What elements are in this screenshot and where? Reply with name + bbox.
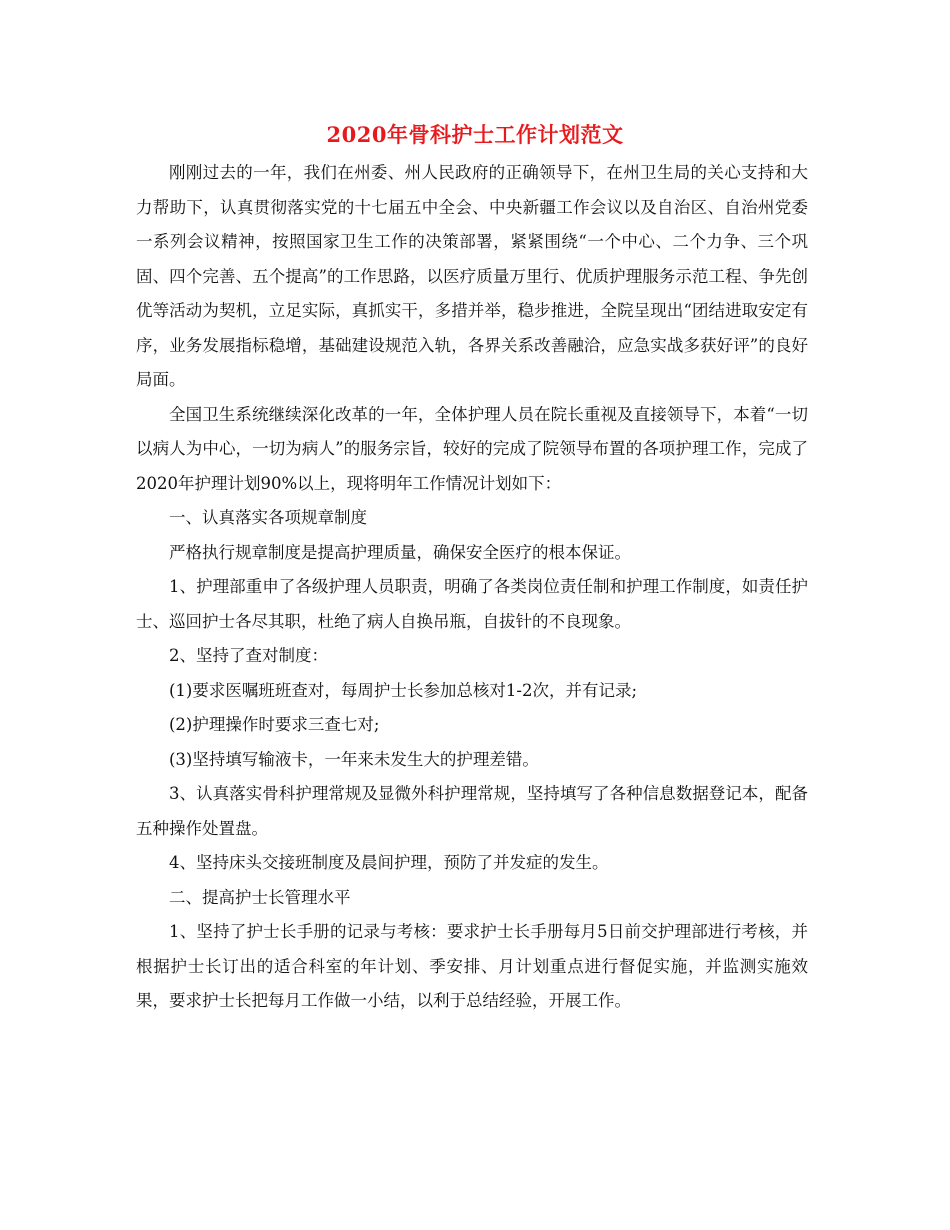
- sub-list-item: (3)坚持填写输液卡，一年来未发生大的护理差错。: [169, 749, 539, 769]
- list-item: 4、坚持床头交接班制度及晨间护理，预防了并发症的发生。: [169, 853, 609, 872]
- sub-list-item: (2)护理操作时要求三查七对;: [169, 715, 380, 734]
- list-item: 3、认真落实骨科护理常规及显微外科护理常规，坚持填写了各种信息数据登记本，配备五种操作处置盘。: [136, 784, 808, 838]
- section-heading-1: 一、认真落实各项规章制度: [169, 508, 367, 527]
- document-title: 2020年骨科护士工作计划范文: [326, 122, 624, 147]
- list-item: 1、坚持了护士长手册的记录与考核：要求护士长手册每月5日前交护理部进行考核，并根据护士长订出的适合科室的年计划、季安排、月计划重点进行督促实施，并监测实施效果，要求护士长把每月工作做一小结，以利于总结经验，开展工作。: [136, 922, 808, 1010]
- paragraph-intro: 刚刚过去的一年，我们在州委、州人民政府的正确领导下，在州卫生局的关心支持和大力帮助下，认真贯彻落实党的十七届五中全会、中央新疆工作会议以及自治区、自治州党委一系列会议精神，按照国家卫生工作的决策部署，紧紧围绕“一个中心、二个力争、三个巩固、四个完善、五个提高”的工作思路，以医疗质量万里行、优质护理服务示范工程、争先创优等活动为契机，立足实际，真抓实干，多措并举，稳步推进，全院呈现出“团结进取安定有序，业务发展指标稳增，基础建设规范入轨，各界关系改善融洽，应急实战多获好评”的良好局面。: [136, 163, 808, 389]
- sub-list-item: (1)要求医嘱班班查对，每周护士长参加总核对1-2次，并有记录;: [169, 680, 638, 700]
- list-item: 2、坚持了查对制度：: [169, 646, 328, 665]
- paragraph-summary: 全国卫生系统继续深化改革的一年，全体护理人员在院长重视及直接领导下，本着“一切以病人为中心，一切为病人”的服务宗旨，较好的完成了院领导布置的各项护理工作，完成了2020年护理计划90%以上，现将明年工作情况计划如下：: [136, 404, 808, 493]
- list-item: 1、护理部重申了各级护理人员职责，明确了各类岗位责任制和护理工作制度，如责任护士、巡回护士各尽其职，杜绝了病人自换吊瓶，自拔针的不良现象。: [136, 577, 808, 631]
- section-heading-2: 二、提高护士长管理水平: [169, 887, 351, 907]
- paragraph: 严格执行规章制度是提高护理质量，确保安全医疗的根本保证。: [169, 542, 631, 562]
- document-body: [136, 156, 808, 1019]
